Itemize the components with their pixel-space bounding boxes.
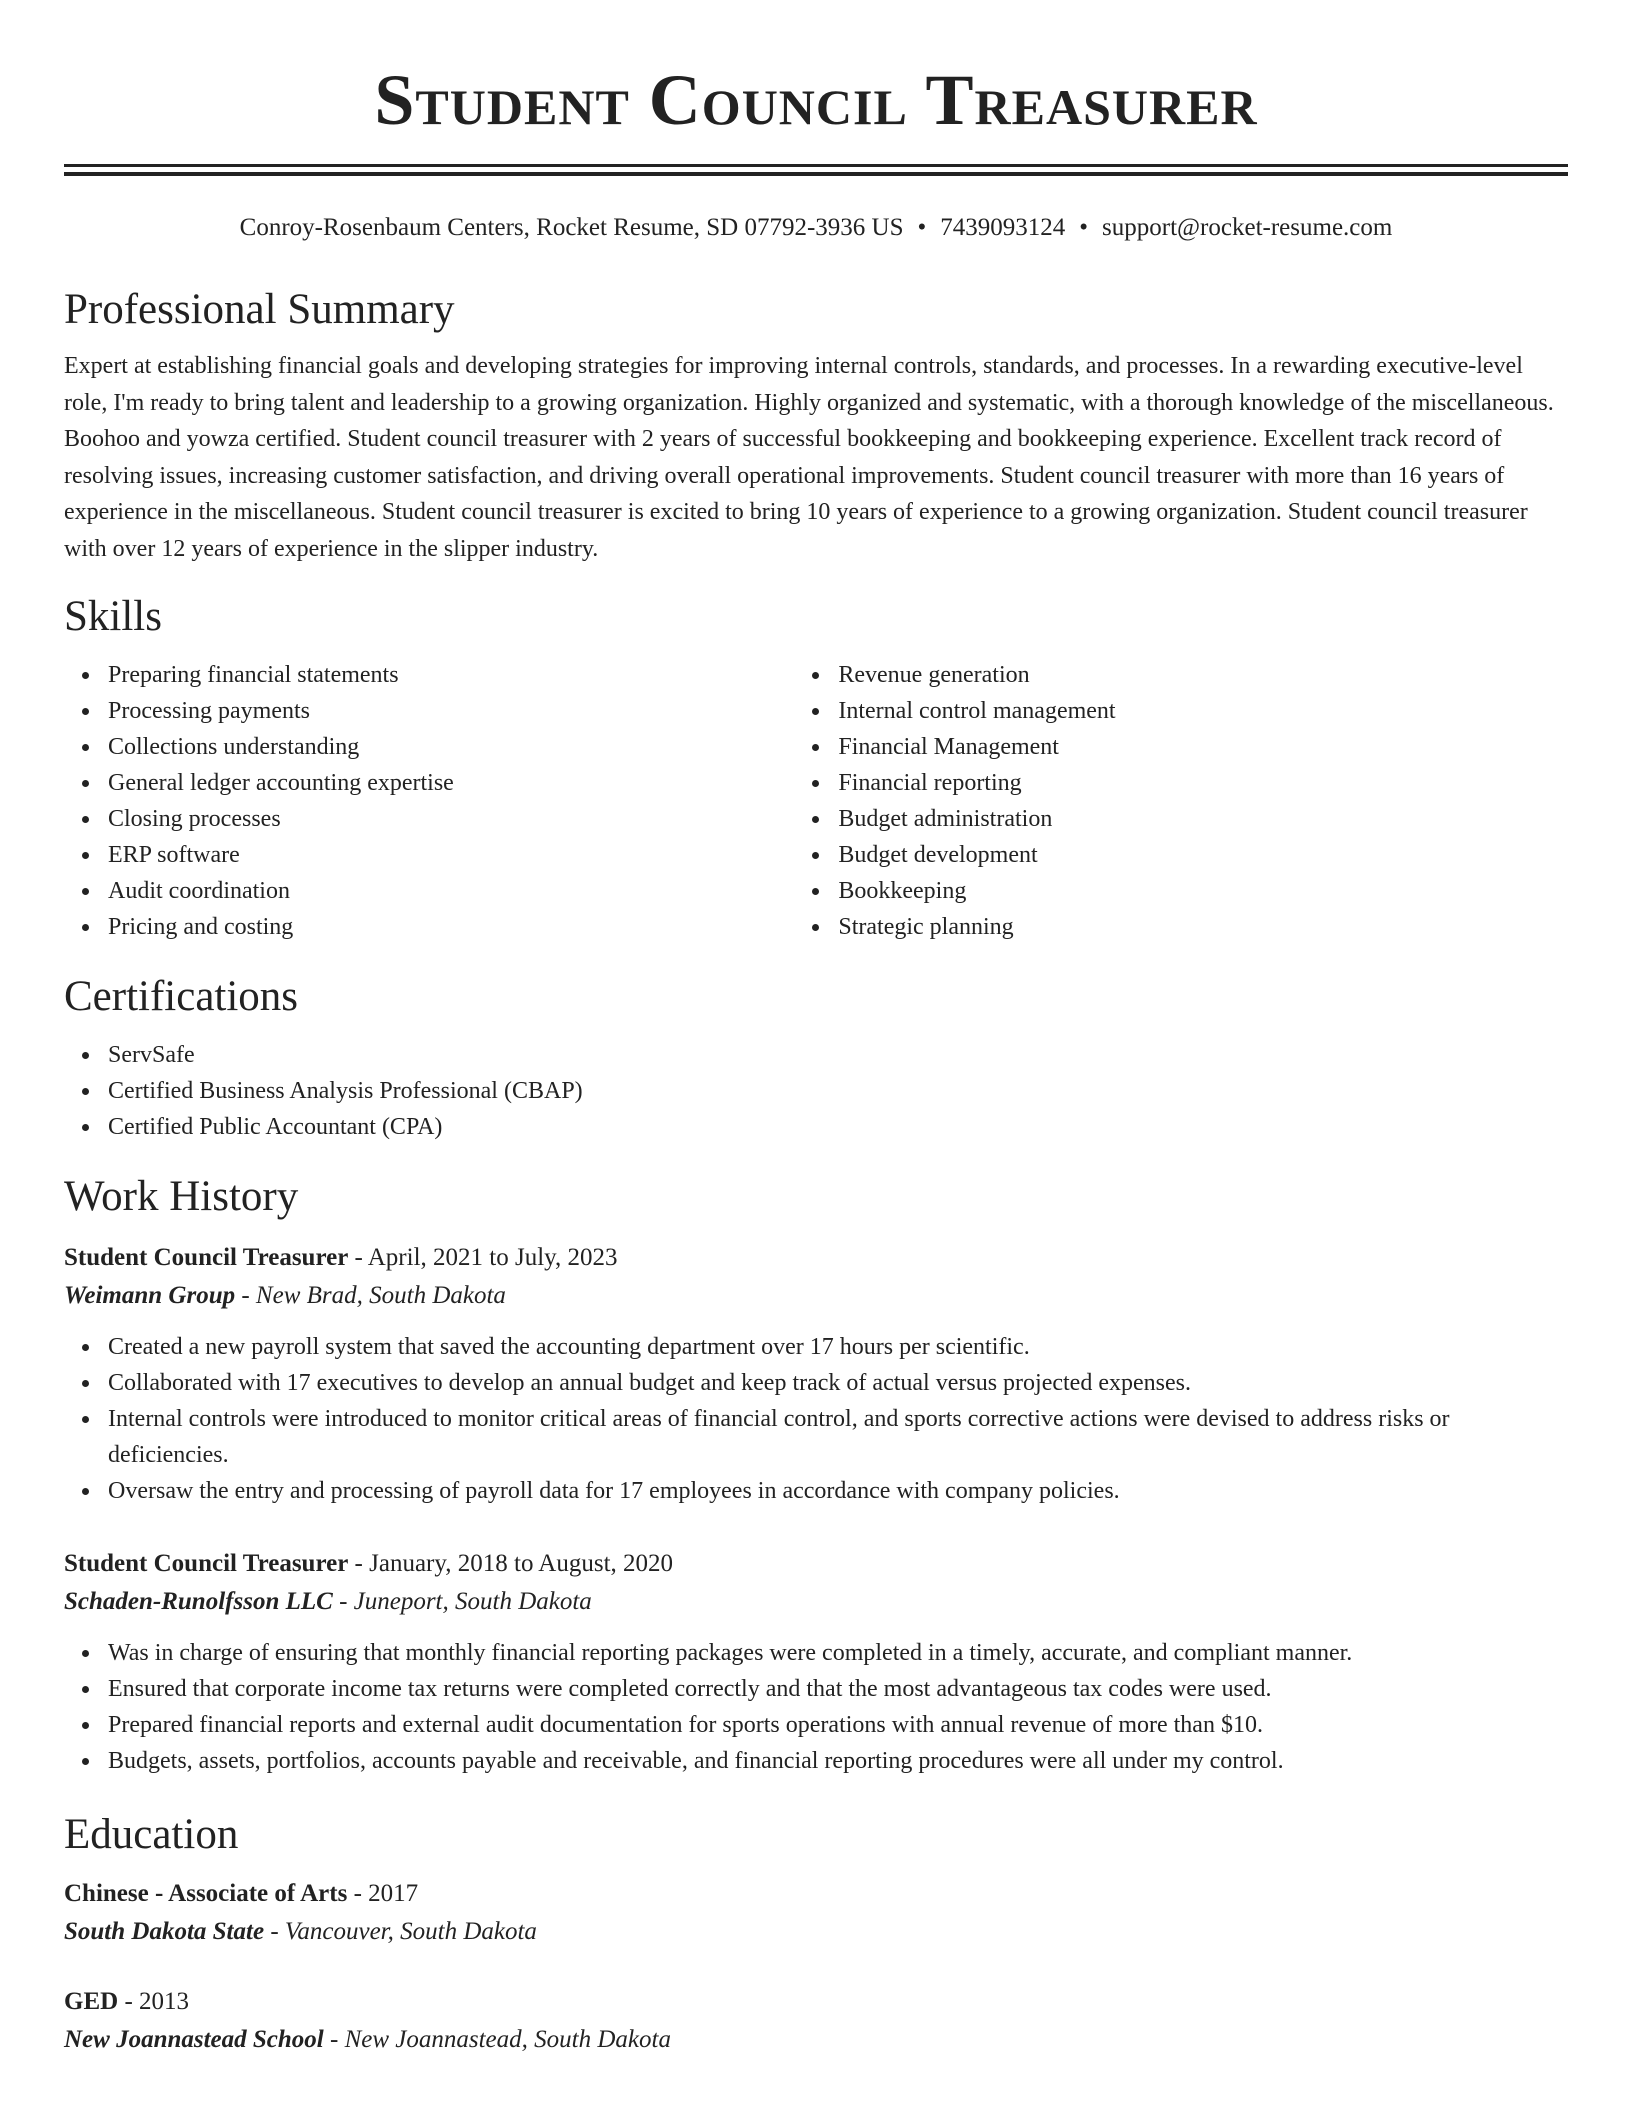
- education-school: South Dakota State: [64, 1918, 265, 1945]
- job-title: Student Council Treasurer: [64, 1550, 349, 1577]
- education-location: - New Joannastead, South Dakota: [330, 2026, 671, 2053]
- skills-heading: Skills: [64, 593, 162, 640]
- job-bullet: Prepared financial reports and external audit documentation for sports operations with annual revenue of more than $10.: [108, 1707, 1568, 1743]
- skill-item: General ledger accounting expertise: [108, 765, 794, 801]
- job-entry: [64, 1545, 1568, 1779]
- job-title-line: [64, 1239, 1568, 1277]
- contact-address: Conroy-Rosenbaum Centers, Rocket Resume, SD 07792-3936 US: [239, 214, 904, 241]
- education-entry: [64, 1875, 1568, 1951]
- job-company: Schaden-Runolfsson LLC: [64, 1588, 333, 1615]
- work-history-heading: Work History: [64, 1173, 299, 1220]
- certification-item: ServSafe: [108, 1037, 1568, 1073]
- contact-line: [64, 210, 1568, 246]
- education-degree-line: [64, 1983, 1568, 2021]
- resume-title: Student Council Treasurer: [374, 60, 1258, 140]
- job-bullet: Internal controls were introduced to monitor critical areas of financial control, and sports corrective actions were devised to address risks or deficiencies.: [108, 1401, 1568, 1473]
- certification-item: Certified Public Accountant (CPA): [108, 1109, 1568, 1145]
- education-degree: Chinese - Associate of Arts: [64, 1880, 348, 1907]
- skill-item: Budget development: [838, 837, 1568, 873]
- skill-item: Processing payments: [108, 693, 794, 729]
- education-heading: Education: [64, 1811, 239, 1858]
- job-dates: - January, 2018 to August, 2020: [354, 1550, 674, 1577]
- job-bullets: [64, 1635, 1568, 1779]
- skills-grid: [64, 657, 1568, 945]
- skills-list-left: [64, 657, 794, 945]
- education-year: - 2013: [124, 1988, 190, 2015]
- job-bullet: Was in charge of ensuring that monthly financial reporting packages were completed in a timely, accurate, and compliant manner.: [108, 1635, 1568, 1671]
- job-bullet: Budgets, assets, portfolios, accounts payable and receivable, and financial reporting procedures were all under my control.: [108, 1743, 1568, 1779]
- skill-item: Budget administration: [838, 801, 1568, 837]
- skill-item: Closing processes: [108, 801, 794, 837]
- job-dates: - April, 2021 to July, 2023: [354, 1244, 618, 1271]
- skill-item: Financial Management: [838, 729, 1568, 765]
- job-bullet: Oversaw the entry and processing of payroll data for 17 employees in accordance with company policies.: [108, 1473, 1568, 1509]
- job-company: Weimann Group: [64, 1282, 236, 1309]
- skill-item: Audit coordination: [108, 873, 794, 909]
- job-bullet: Created a new payroll system that saved the accounting department over 17 hours per scientific.: [108, 1329, 1568, 1365]
- skill-item: Preparing financial statements: [108, 657, 794, 693]
- skill-item: ERP software: [108, 837, 794, 873]
- title-divider: [64, 164, 1568, 176]
- education-degree-line: [64, 1875, 1568, 1913]
- certification-item: Certified Business Analysis Professional (CBAP): [108, 1073, 1568, 1109]
- job-company-line: [64, 1277, 1568, 1315]
- skills-list-right: [794, 657, 1568, 945]
- education-school: New Joannastead School: [64, 2026, 324, 2053]
- job-location: - New Brad, South Dakota: [241, 1282, 506, 1309]
- job-location: - Juneport, South Dakota: [339, 1588, 592, 1615]
- skill-item: Collections understanding: [108, 729, 794, 765]
- education-school-line: [64, 1913, 1568, 1951]
- skill-item: Bookkeeping: [838, 873, 1568, 909]
- job-bullet: Collaborated with 17 executives to develop an annual budget and keep track of actual versus projected expenses.: [108, 1365, 1568, 1401]
- summary-heading: Professional Summary: [64, 286, 455, 333]
- contact-phone: 7439093124: [940, 214, 1066, 241]
- summary-text: Expert at establishing financial goals and developing strategies for improving internal controls, standards, and processes. In a rewarding executive-level role, I'm ready to bring talent and leadership to a growing organization. Highly organized and systematic, with a thorough knowledge of the miscellaneous. Boohoo and yowza certified. Student council treasurer with 2 years of successful bookkeeping and bookkeeping experience. Excellent track record of resolving issues, increasing customer satisfaction, and driving overall operational improvements. Student council treasurer with more than 16 years of experience in the miscellaneous. Student council treasurer is excited to bring 10 years of experience to a growing organization. Student council treasurer with over 12 years of experience in the slipper industry.: [64, 353, 1554, 562]
- education-entry: [64, 1983, 1568, 2059]
- contact-email: support@rocket-resume.com: [1102, 214, 1393, 241]
- contact-separator: •: [917, 214, 927, 241]
- skill-item: Revenue generation: [838, 657, 1568, 693]
- certifications-heading: Certifications: [64, 973, 299, 1020]
- contact-separator: •: [1079, 214, 1089, 241]
- job-company-line: [64, 1583, 1568, 1621]
- job-bullet: Ensured that corporate income tax returns were completed correctly and that the most advantageous tax codes were used.: [108, 1671, 1568, 1707]
- certifications-list: [64, 1037, 1568, 1145]
- job-entry: [64, 1239, 1568, 1509]
- job-bullets: [64, 1329, 1568, 1509]
- skill-item: Strategic planning: [838, 909, 1568, 945]
- education-location: - Vancouver, South Dakota: [270, 1918, 537, 1945]
- education-year: - 2017: [353, 1880, 419, 1907]
- education-school-line: [64, 2021, 1568, 2059]
- job-title-line: [64, 1545, 1568, 1583]
- skill-item: Internal control management: [838, 693, 1568, 729]
- job-title: Student Council Treasurer: [64, 1244, 349, 1271]
- skill-item: Financial reporting: [838, 765, 1568, 801]
- education-degree: GED: [64, 1988, 119, 2015]
- skill-item: Pricing and costing: [108, 909, 794, 945]
